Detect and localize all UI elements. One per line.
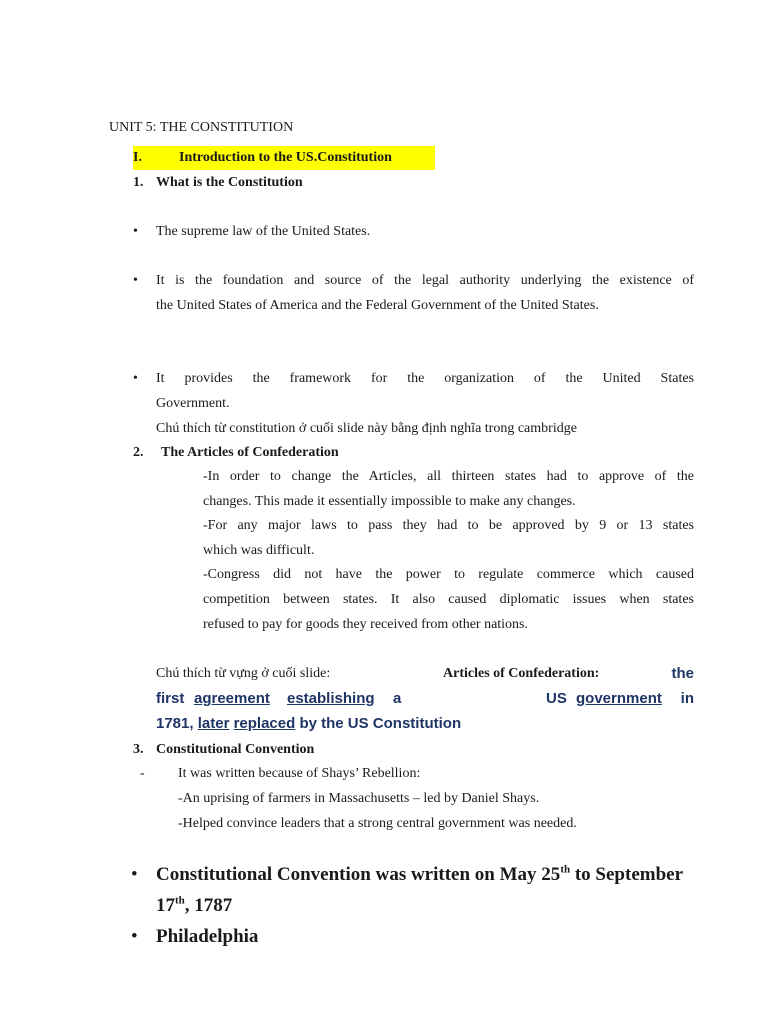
- bullet-2-line1: It is the foundation and source of the legal authority underlying the existence of: [156, 273, 694, 288]
- def-us: US: [546, 690, 567, 707]
- big-line-2: [156, 891, 232, 921]
- bullet-1-text: The supreme law of the United States.: [156, 224, 371, 239]
- big-line-1: [156, 860, 683, 890]
- big-line-3: Philadelphia: [156, 926, 259, 947]
- def-agreement: agreement: [194, 690, 270, 707]
- section3-title: Constitutional Convention: [156, 742, 315, 757]
- section2-title: The Articles of Confederation: [161, 445, 339, 460]
- def-year: 1781,: [156, 715, 194, 732]
- section1-number: 1.: [133, 175, 144, 190]
- section-numeral: I.: [133, 150, 142, 165]
- dash-marker: -: [140, 766, 145, 781]
- unit-title: UNIT 5: THE CONSTITUTION: [109, 120, 294, 135]
- def-first: first: [156, 690, 185, 707]
- bullet-2: •: [133, 273, 138, 288]
- constitution-note: Chú thích từ constitution ở cuối slide này bằng định nghĩa trong cambridge: [156, 421, 577, 436]
- def-in: in: [680, 690, 694, 707]
- vocab-note-line3: [156, 712, 461, 736]
- def-government: government: [576, 690, 662, 707]
- vocab-note-prefix: Chú thích từ vựng ở cuối slide:: [156, 666, 331, 681]
- def-later: later: [197, 715, 230, 732]
- vocab-term: Articles of Confederation:: [443, 666, 600, 681]
- def-a: a: [393, 690, 402, 707]
- articles-p3-line1: -Congress did not have the power to regulate commerce which caused: [203, 567, 694, 582]
- convention-item-1a: -An uprising of farmers in Massachusetts – led by Daniel Shays.: [178, 791, 540, 806]
- big-bullet-1: •: [131, 864, 138, 885]
- bullet-1: •: [133, 224, 138, 239]
- big-line-1-end: to September: [570, 864, 684, 885]
- def-establishing: establishing: [287, 690, 375, 707]
- section-heading: [133, 146, 435, 170]
- section1-title: What is the Constitution: [156, 175, 303, 190]
- articles-p2-line2: which was difficult.: [203, 543, 315, 558]
- bullet-2-line2: the United States of America and the Federal Government of the United States.: [156, 298, 599, 313]
- big-line-1-text: Constitutional Convention was written on May 25: [156, 864, 561, 885]
- def-replaced: replaced: [233, 715, 296, 732]
- bullet-3-line2: Government.: [156, 396, 230, 411]
- big-line-1-sup: th: [560, 863, 571, 876]
- bullet-3-line1: It provides the framework for the organization of the United States: [156, 371, 694, 386]
- section3-number: 3.: [133, 742, 144, 757]
- big-line-2-sup: th: [175, 894, 185, 907]
- def-the: the: [671, 665, 694, 682]
- convention-item-1b: -Helped convince leaders that a strong central government was needed.: [178, 816, 577, 831]
- convention-item-1: It was written because of Shays’ Rebellion:: [178, 766, 421, 781]
- def-end: by the US Constitution: [299, 715, 462, 732]
- big-line-2-text: 17: [156, 895, 175, 916]
- articles-p2-line1: -For any major laws to pass they had to be approved by 9 or 13 states: [203, 518, 694, 533]
- big-bullet-2: •: [131, 926, 138, 947]
- bullet-3: •: [133, 371, 138, 386]
- articles-p3-line2: competition between states. It also caused diplomatic issues when states: [203, 592, 694, 607]
- articles-p1-line2: changes. This made it essentially impossible to make any changes.: [203, 494, 576, 509]
- section2-number: 2.: [133, 445, 144, 460]
- section-title: Introduction to the US.Constitution: [179, 150, 392, 165]
- articles-p1-line1: -In order to change the Articles, all thirteen states had to approve of the: [203, 469, 694, 484]
- big-line-2-end: , 1787: [184, 895, 233, 916]
- articles-p3-line3: refused to pay for goods they received from other nations.: [203, 617, 529, 632]
